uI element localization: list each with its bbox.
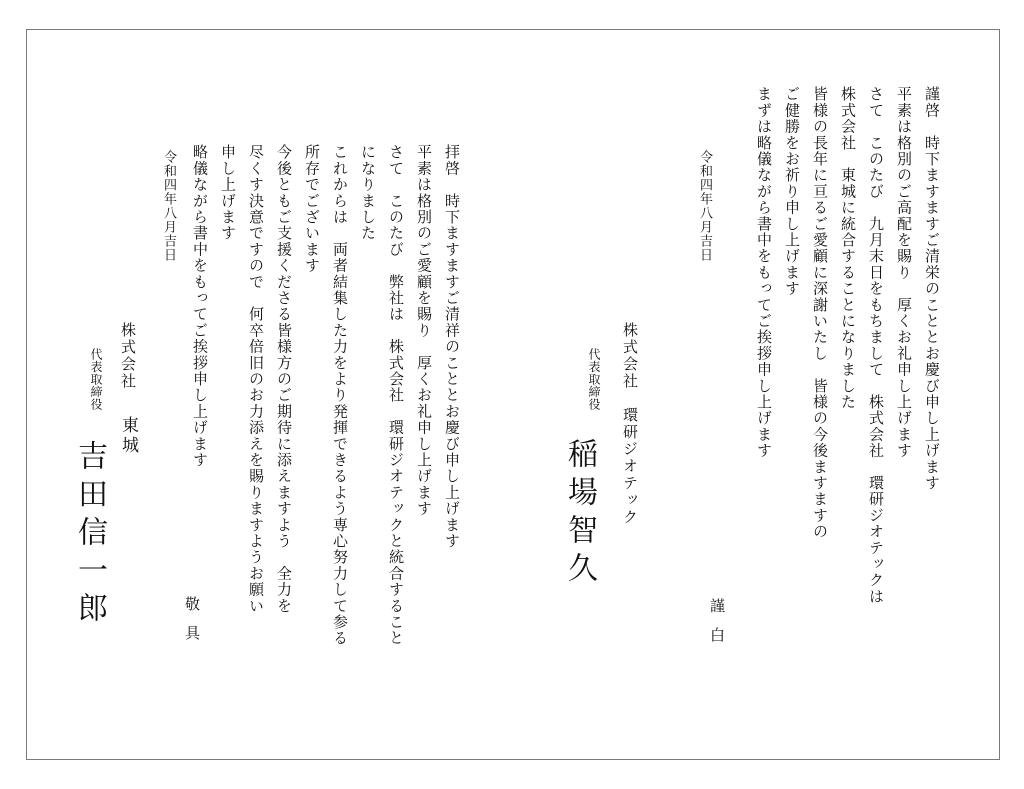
right-letter-line-5: 皆様の長年に亘るご愛顧に深謝いたし 皆様の今後ますますの [811,86,829,540]
left-letter-line-9: 申し上げます [219,144,237,242]
right-letter-line-4: 株式会社 東城に統合することになりました [839,86,857,410]
right-letter-line-6: ご健勝をお祈り申し上げます [783,86,801,297]
left-letter-line-6: 所存でございます [303,144,321,274]
right-letter-line-2: 平素は格別のご高配を賜り 厚くお礼申し上げます [895,86,913,459]
left-letter-line-1: 拝啓 時下ますますご清祥のこととお慶び申し上げます [443,144,461,549]
right-letter-date: 令和四年八月吉日 [697,150,712,262]
document-frame [26,29,1000,760]
left-letter-company: 株式会社 [119,322,137,390]
left-letter-line-4: になりました [359,144,377,242]
right-letter-line-7: まずは略儀ながら書中をもってご挨拶申し上げます [755,86,773,459]
right-letter-title: 代表取締役 [587,348,601,411]
right-letter-closing: 謹白 [708,598,726,656]
right-letter-line-3: さて このたび 九月末日をもちまして 株式会社 環研ジオテックは [867,86,885,605]
left-letter-closing: 敬具 [183,596,201,654]
left-letter-line-7: 今後ともご支援くださる皆様方のご期待に添えますよう 全力を [275,144,293,614]
left-letter-line-3: さて このたび 弊社は 株式会社 環研ジオテックと統合すること [387,144,405,647]
right-letter-company: 株式会社 環研ジオテック [621,322,639,526]
left-letter-line-5: これからは 両者結集した力をより発揮できるよう専心努力して参る [331,144,349,647]
right-letter-line-1: 謹啓 時下ますますご清栄のこととお慶び申し上げます [923,86,941,491]
left-letter-signatory-name: 吉田信一郎 [72,440,107,630]
right-letter-signatory-name: 稲場智久 [562,438,597,590]
left-letter-line-2: 平素は格別のご愛顧を賜り 厚くお礼申し上げます [415,144,433,517]
left-letter-line-8: 尽くす決意ですので 何卒倍旧のお力添えを賜りますようお願い [247,144,265,614]
left-letter-title: 代表取締役 [89,348,103,411]
left-letter-date: 令和四年八月吉日 [161,150,176,262]
left-letter-company-name: 東城 [118,416,138,456]
left-letter-line-10: 略儀ながら書中をもってご挨拶申し上げます [191,144,209,468]
